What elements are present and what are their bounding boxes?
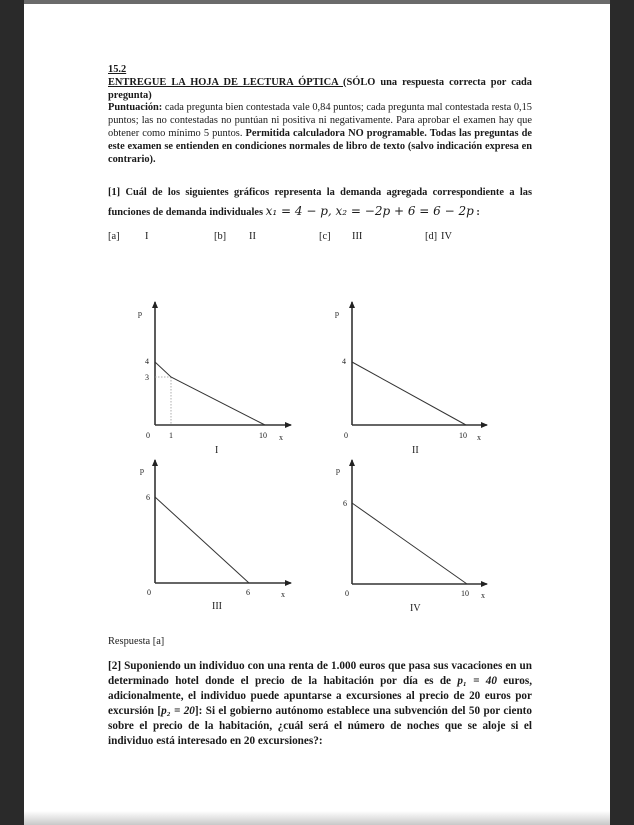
graph-IV-ytick-6: 6 [343,499,347,508]
question-1-eq-suffix: : [473,207,480,218]
graph-IV-origin: 0 [345,589,349,598]
option-b-key: [b] [214,231,227,242]
graph-I-caption: I [215,445,219,456]
graph-II-y-label: p [335,309,339,318]
graph-I-ytick-3: 3 [145,373,149,382]
graph-II-x-label: x [477,433,481,442]
question-2-text-c: ]: Si el gobierno autónomo establece una subvención del 50 por ciento sobre el precio de la habitación, ¿cuál será el número de noches que se aloje si el individuo está interesado en 20 excursiones?: [108,705,533,747]
graph-III-y-label: p [140,466,144,475]
graph-III-origin: 0 [147,588,151,597]
graph-I-y-label: p [138,309,142,318]
graph-IV-xtick-10: 10 [461,589,469,598]
question-2-text-b: euros, adicionalmente, el individuo puede apuntarse a excursiones al precio de 20 euros por excursión [ [108,675,532,717]
question-1-text: [1] Cuál de los siguientes gráficos representa la demanda agregada correspondiente a las funciones de demanda individuales [108,187,532,218]
graph-I-xtick-10: 10 [259,431,267,440]
scoring-text: cada pregunta bien contestada vale 0,84 puntos; cada pregunta mal contestada resta 0,15 puntos; las no contestadas no puntúan ni positiva ni negativamente. Para aprobar el examen hay que obtener como mínimo 5 puntos. [108,102,532,139]
option-a-key: [a] [108,231,120,242]
question-1-equation: x₁ = 4 − p, x₂ = −2p + 6 = 6 − 2p [265,204,474,218]
graph-IV-caption: IV [410,603,421,614]
question-2-p1: p₁ = 40 [457,675,497,687]
graph-III-ytick-6: 6 [146,493,150,502]
question-2-text-a: [2] Suponiendo un individuo con una renta de 1.000 euros que pasa sus vacaciones en un determinado hotel donde el precio de la habitación por día es de [108,660,532,687]
graph-II-caption: II [412,445,419,456]
graph-I-x-label: x [279,433,283,442]
graph-III-caption: III [212,601,222,612]
option-d-key: [d] [425,231,438,242]
graph-III-xtick-6: 6 [246,588,250,597]
question-2 [108,659,532,749]
graph-I-origin: 0 [146,431,150,440]
graph-II-origin: 0 [344,431,348,440]
graph-I-xtick-1: 1 [169,431,173,440]
instruction-underlined: ENTREGUE LA HOJA DE LECTURA ÓPTICA [108,77,344,88]
scoring-label: Puntuación: [108,102,163,113]
graph-IV-y-label: p [336,466,340,475]
question-2-p2: p₂ = 20 [161,705,195,717]
graph-IV-x-label: x [481,591,485,600]
graph-II-ytick-4: 4 [342,357,346,366]
instruction-rest: (SÓLO una respuesta correcta por cada pregunta) [108,77,532,101]
option-c-value: III [352,231,363,242]
option-d-value: IV [441,231,452,242]
graph-II-xtick-10: 10 [459,431,467,440]
option-c-key: [c] [319,231,331,242]
option-b-value: II [249,231,256,242]
scoring-bold: Permitida calculadora NO programable. Todas las preguntas de este examen se entienden en condiciones normales de libro de texto (salvo indicación expresa en contrario). [108,128,532,165]
graph-I-ytick-4: 4 [145,357,149,366]
question-1-answer: Respuesta [a] [108,636,165,647]
section-number: 15.2 [108,64,127,75]
option-a-value: I [145,231,149,242]
graph-III-x-label: x [281,590,285,599]
